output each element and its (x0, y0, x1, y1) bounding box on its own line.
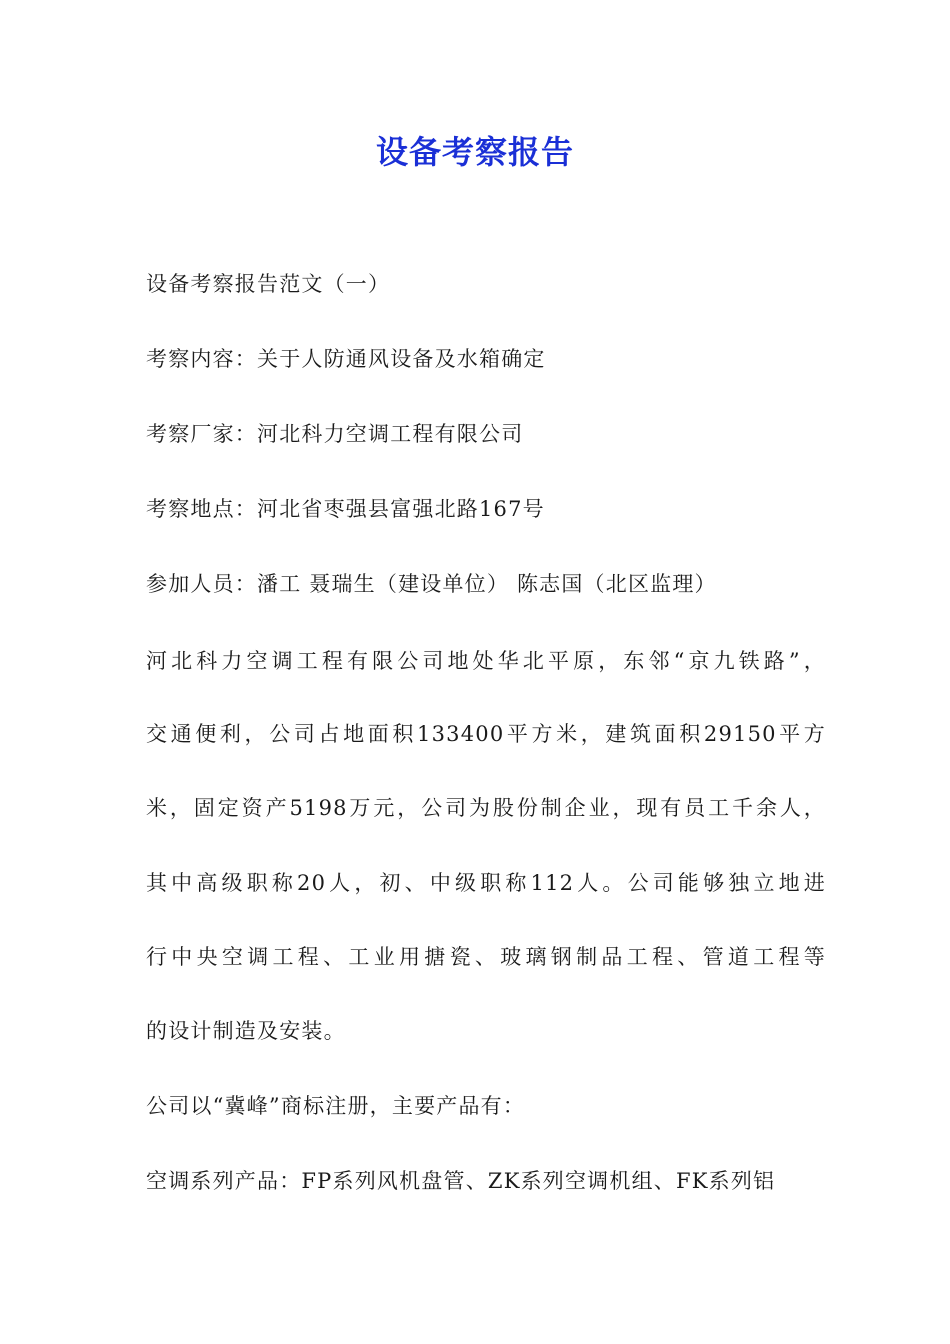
section-heading: 设备考察报告范文（一） (146, 272, 391, 296)
document-title: 设备考察报告 (375, 133, 574, 171)
body-paragraph-line: 米，固定资产5198万元，公司为股份制企业，现有员工千余人， (146, 796, 826, 820)
body-paragraph-line: 其中高级职称20人，初、中级职称112人。公司能够独立地进 (146, 871, 826, 895)
product-line: 空调系列产品：FP系列风机盘管、ZK系列空调机组、FK系列铝 (146, 1169, 776, 1193)
inspection-content: 考察内容：关于人防通风设备及水箱确定 (146, 347, 546, 371)
inspection-manufacturer: 考察厂家：河北科力空调工程有限公司 (146, 422, 524, 446)
body-paragraph-line: 行中央空调工程、工业用搪瓷、玻璃钢制品工程、管道工程等 (146, 945, 826, 969)
body-paragraph-line: 交通便利，公司占地面积133400平方米，建筑面积29150平方 (146, 722, 826, 746)
trademark-line: 公司以“冀峰”商标注册，主要产品有： (146, 1094, 526, 1118)
participants: 参加人员：潘工 聂瑞生（建设单位） 陈志国（北区监理） (146, 572, 717, 596)
body-paragraph-line: 河北科力空调工程有限公司地处华北平原，东邻“京九铁路”， (146, 649, 826, 673)
inspection-location: 考察地点：河北省枣强县富强北路167号 (146, 497, 545, 521)
body-paragraph-line: 的设计制造及安装。 (146, 1019, 346, 1043)
